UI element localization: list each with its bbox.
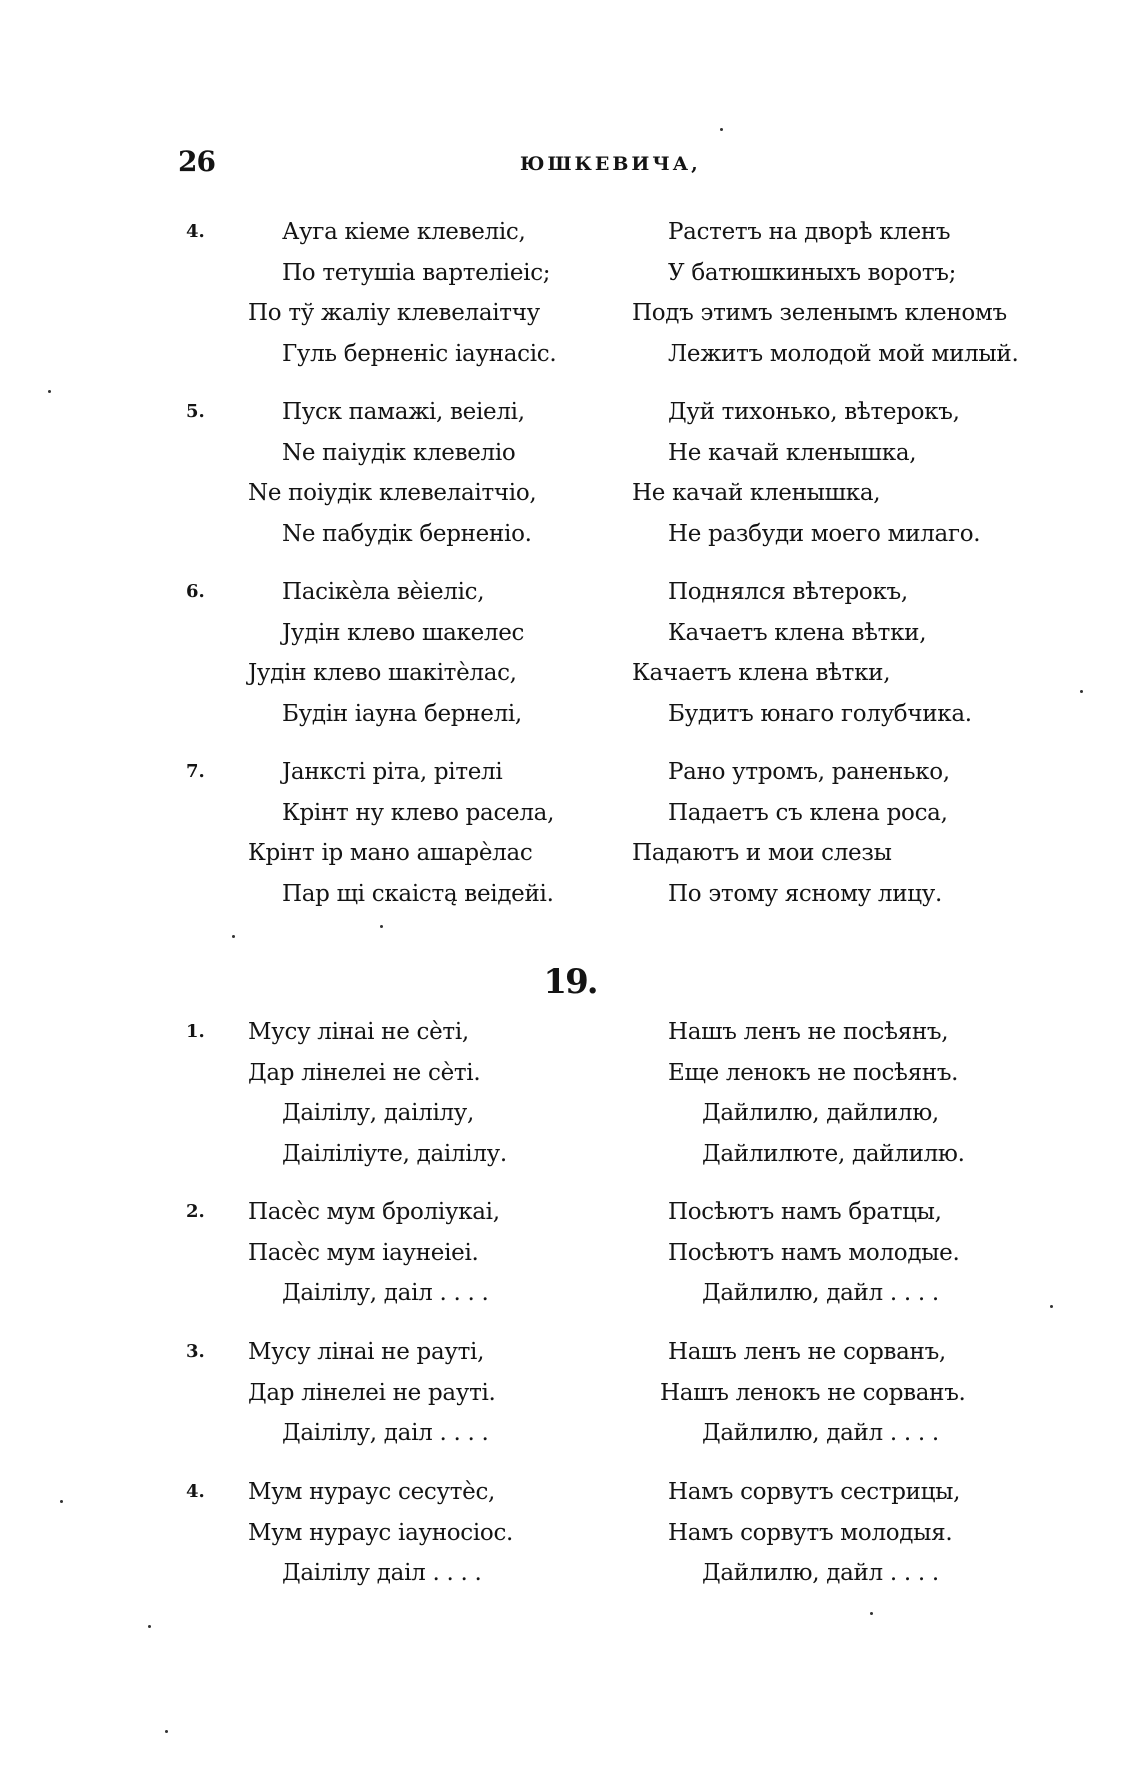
scan-speck: [1080, 690, 1083, 693]
page-number: 26: [178, 145, 215, 178]
translation-line: Посѣютъ намъ братцы,: [668, 1199, 942, 1225]
verse-line: Даілілу, даіл . . . .: [282, 1280, 489, 1306]
verse-line: Мум нураус іауносіос.: [248, 1519, 514, 1546]
translation-line: Дайлилю, дайл . . . .: [702, 1280, 939, 1306]
verse-line: Пуск памажі, веіелі,: [282, 399, 525, 425]
verse-line: Јудін клево шакелес: [282, 619, 525, 646]
verse-line: Крінт ір мано ашарѐлас: [248, 840, 533, 866]
translation-line: Нашъ ленъ не посѣянъ,: [668, 1019, 949, 1045]
verse-line: Крінт ну клево расела,: [282, 799, 555, 826]
scan-speck: [720, 128, 723, 131]
translation-line: Качаетъ клена вѣтки,: [632, 660, 891, 686]
translation-line: Дайлилю, дайлилю,: [702, 1100, 939, 1126]
scan-speck: [380, 925, 383, 928]
verse-line: По тетушіа вартеліеіс;: [282, 259, 551, 286]
stanza-left-column: [248, 572, 578, 734]
scan-speck: [232, 935, 235, 938]
translation-line: Поднялся вѣтерокъ,: [668, 579, 908, 605]
section-number: 19.: [543, 962, 597, 1002]
stanza-right-column: [632, 572, 1032, 734]
translation-line: Рано утромъ, раненько,: [668, 759, 950, 785]
scan-speck: [148, 1625, 151, 1628]
translation-line: Дайлилюте, дайлилю.: [702, 1140, 965, 1167]
translation-line: У батюшкиныхъ воротъ;: [668, 259, 957, 286]
verse-line: Јудін клево шакітѐлас,: [248, 660, 517, 686]
stanza-left-column: [248, 1192, 578, 1314]
verse-line: Даілілу, даілілу,: [282, 1100, 475, 1126]
verse-line: Ауга кіеме клевеліс,: [282, 219, 526, 245]
stanza-number: 2.: [186, 1201, 205, 1222]
scan-speck: [1050, 1305, 1053, 1308]
translation-line: Дайлилю, дайл . . . .: [702, 1560, 939, 1586]
verse-line: Пар щі скаістą веідейі.: [282, 880, 554, 907]
translation-line: Не разбуди моего милаго.: [668, 520, 981, 547]
scan-speck: [60, 1500, 63, 1503]
page-header: [0, 145, 1140, 185]
stanza-right-column: [632, 1012, 1032, 1174]
translation-line: Падаютъ и мои слезы: [632, 840, 892, 866]
verse-line: Ne пабудік берненіо.: [282, 520, 532, 547]
translation-line: Падаетъ съ клена роса,: [668, 799, 948, 826]
translation-line: Не качай кленышка,: [632, 480, 881, 506]
verse-line: Мусу лінаі не сѐті,: [248, 1019, 469, 1045]
stanza-number: 4.: [186, 221, 205, 242]
translation-line: Подъ этимъ зеленымъ кленомъ: [632, 300, 1007, 326]
translation-line: Намъ сорвутъ сестрицы,: [668, 1479, 961, 1505]
verse-line: Ne паіудік клевеліо: [282, 439, 516, 466]
verse-line: Пасѐс мум броліукаі,: [248, 1199, 500, 1225]
verse-line: Даілілу, даіл . . . .: [282, 1420, 489, 1446]
scan-speck: [165, 1730, 168, 1733]
stanza-right-column: [632, 1332, 1032, 1454]
stanza-left-column: [248, 1012, 578, 1174]
running-head: ЮШКЕВИЧА,: [520, 153, 701, 175]
verse-line: Пасѐс мум іаунеіеі.: [248, 1239, 479, 1266]
translation-line: Дуй тихонько, вѣтерокъ,: [668, 399, 960, 425]
verse-line: Дар лінелеі не сѐті.: [248, 1059, 481, 1086]
stanza-right-column: [632, 752, 1032, 914]
translation-line: Растетъ на дворѣ кленъ: [668, 219, 951, 245]
stanza-left-column: [248, 212, 578, 374]
verse-line: Мусу лінаі не рауті,: [248, 1339, 485, 1365]
translation-line: Еще ленокъ не посѣянъ.: [668, 1059, 959, 1086]
translation-line: Нашъ ленокъ не сорванъ.: [660, 1379, 966, 1406]
translation-line: Дайлилю, дайл . . . .: [702, 1420, 939, 1446]
stanza-right-column: [632, 1192, 1032, 1314]
verse-line: Ne поіудік клевелаітчіо,: [248, 480, 537, 506]
stanza-number: 3.: [186, 1341, 205, 1362]
stanza-right-column: [632, 392, 1032, 554]
stanza-left-column: [248, 1332, 578, 1454]
verse-line: По тў жаліу клевелаітчу: [248, 300, 540, 326]
stanza-number: 1.: [186, 1021, 205, 1042]
translation-line: Нашъ ленъ не сорванъ,: [668, 1339, 946, 1365]
verse-line: Даіліліуте, даілілу.: [282, 1140, 507, 1167]
scan-speck: [48, 390, 51, 393]
verse-line: Будін іауна бернелі,: [282, 700, 522, 727]
stanza-left-column: [248, 1472, 578, 1594]
translation-line: Намъ сорвутъ молодыя.: [668, 1519, 953, 1546]
translation-line: Лежитъ молодой мой милый.: [668, 340, 1019, 367]
translation-line: По этому ясному лицу.: [668, 880, 942, 907]
translation-line: Качаетъ клена вѣтки,: [668, 619, 927, 646]
stanza-left-column: [248, 392, 578, 554]
stanza-left-column: [248, 752, 578, 914]
translation-line: Будитъ юнаго голубчика.: [668, 700, 972, 727]
stanza-number: 5.: [186, 401, 205, 422]
verse-line: Мум нураус сесутѐс,: [248, 1479, 496, 1505]
verse-line: Гуль берненіс іаунасіс.: [282, 340, 557, 367]
verse-line: Јанксті ріта, рітелі: [282, 759, 503, 785]
stanza-number: 4.: [186, 1481, 205, 1502]
translation-line: Посѣютъ намъ молодые.: [668, 1239, 960, 1266]
translation-line: Не качай кленышка,: [668, 439, 917, 466]
verse-line: Даілілу даіл . . . .: [282, 1560, 482, 1586]
verse-line: Дар лінелеі не рауті.: [248, 1379, 496, 1406]
stanza-right-column: [632, 1472, 1032, 1594]
verse-line: Пасікѐла вѐіеліс,: [282, 579, 485, 605]
stanza-right-column: [632, 212, 1032, 374]
stanza-number: 7.: [186, 761, 205, 782]
scan-speck: [870, 1612, 873, 1615]
stanza-number: 6.: [186, 581, 205, 602]
